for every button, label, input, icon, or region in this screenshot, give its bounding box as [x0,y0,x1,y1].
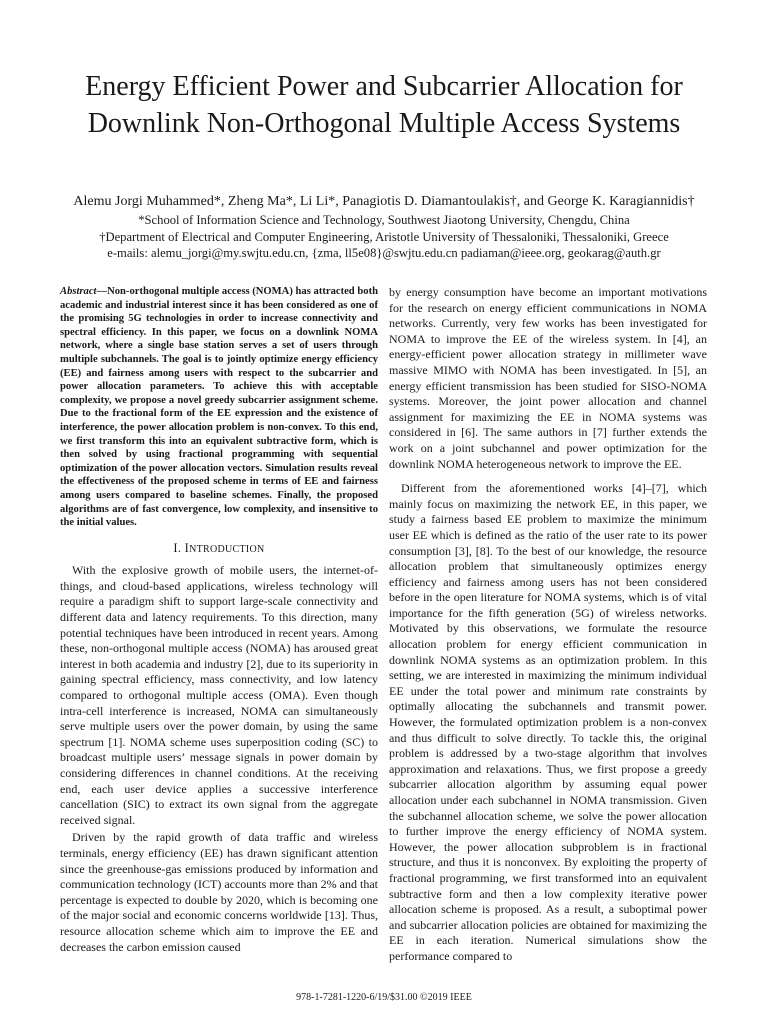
right-paragraph-1: by energy consumption have become an important motivations for the research on energy efficient communications in NOMA networks. Currently, very few works has been investigated for NOMA to improve the EE of the wireless system. In [4], an energy-efficient power allocation strategy in millimeter wave massive MIMO with NOMA has been investigated. In [5], an energy efficient transmission has been studied for SISO-NOMA systems. Moreover, the joint power allocation and channel assignment for maximizing the EE in NOMA systems was considered in [6]. The same authors in [7] further extends the work on a joint subchannel and power optimization for the downlink NOMA heterogeneous network to improve the EE. [389,285,707,471]
affiliation-1: *School of Information Science and Technology, Southwest Jiaotong University, Chengdu, China [138,213,630,227]
affiliation-2: †Department of Electrical and Computer Engineering, Aristotle University of Thessaloniki, Thessaloniki, Greece [99,230,669,244]
section-heading [60,541,378,558]
abstract-text: —Non-orthogonal multiple access (NOMA) has attracted both academic and industrial interest since it has been considered as one of the promising 5G technologies in order to increase connectivity and spectral efficiency. In this paper, we focus on a downlink NOMA network, where a single base station serves a set of users through multiple subchannels. The goal is to jointly optimize energy efficiency (EE) and fairness among users with respect to the subcarrier and power allocation parameters. To achieve this with acceptable complexity, we propose a novel greedy subcarrier assignment scheme. Due to the fractional form of the EE expression and the existence of interference, the power allocation problem is non-convex. To this end, we first transform this into an equivalent subtractive form, which is then solved by using fractional programming with sequential optimization of the power allocation vectors. Simulation results reveal the effectiveness of the proposed scheme in terms of EE and fairness among users compared to baseline schemes. Finally, the proposed algorithms are of fast convergence, low complexity, and insensitive to the initial values. [60,286,378,529]
copyright-footer: 978-1-7281-1220-6/19/$31.00 ©2019 IEEE [296,992,472,1003]
abstract-label: Abstract [60,286,97,297]
paper-title: Energy Efficient Power and Subcarrier Allocation for Downlink Non-Orthogonal Multiple Access Systems [85,71,683,139]
right-column [389,285,707,965]
intro-paragraph-1: With the explosive growth of mobile users, the internet-of-things, and cloud-based applications, wireless technology will require a paradigm shift to support large-scale connectivity and different data and latency requirements. To this direction, many potential techniques have been introduced in recent years. Among these, non-orthogonal multiple access (NOMA) has aroused great interest in both academia and industry [2], due to its superiority in gaining spectral efficiency, mass connectivity, and low latency compared to orthogonal multiple access (OMA). Even though intra-cell interference is increased, NOMA can simultaneously serve multiple users over the power domain, by using the same spectrum [1]. NOMA scheme uses superposition coding (SC) to broadcast multiple users’ message signals in power domain by considering differences in channel conditions. At the receiving end, each user device applies a successive interference cancellation (SIC) to extract its own signal from the aggregate received signal. [60,563,378,827]
author-emails: e-mails: alemu_jorgi@my.swjtu.edu.cn, {zma, ll5e08}@swjtu.edu.cn padiaman@ieee.org, geokarag@auth.gr [107,246,661,260]
author-list: Alemu Jorgi Muhammed*, Zheng Ma*, Li Li*, Panagiotis D. Diamantoulakis†, and George K. Karagiannidis† [73,194,695,209]
right-paragraph-2: Different from the aforementioned works [4]–[7], which mainly focus on maximizing the network EE, in this paper, we study a fairness based EE problem to maximize the minimum user EE which is defined as the ratio of the user rate to its power consumption [3], [8]. To the best of our knowledge, the resource allocation problem that simultaneously optimizes energy efficiency and fairness among users has not been considered before in the open literature for NOMA systems, which is of vital importance for the fifth generation (5G) of wireless networks. Motivated by this observations, we formulate the resource allocation problem for energy efficient communication in downlink NOMA systems as an optimization problem. In this setting, we are interested in maximizing the minimum individual EE under the total power and minimum rate constraints by optimally allocating the subchannels and transmit power. However, the formulated optimization problem is a non-convex and thus difficult to solve directly. To tackle this, the original problem is addressed by a two-stage algorithm that involves approximation and relaxations. Thus, we first propose a greedy subcarrier allocation algorithm by assuming equal power allocation under each subchannel in NOMA transmission. Given the subchannel allocation scheme, we solve the power allocation to further improve the energy efficiency of NOMA system. However, the power allocation subproblem is in fractional structure, and thus it is nonconvex. By exploiting the property of fractional programming, we first transformed into an equivalent subtractive form and then a low complexity iterative power allocation scheme is proposed. As a result, a suboptimal power and subcarrier allocation policies are obtained for maximizing the EE in each iteration. Numerical simulations show the performance compared to [389,481,707,963]
abstract [60,285,378,530]
section-number: I. [173,540,182,555]
section-title-rest: NTRODUCTION [189,543,265,555]
left-column [60,285,378,955]
intro-paragraph-2: Driven by the rapid growth of data traffic and wireless terminals, energy efficiency (EE) has drawn significant attention since the greenhouse-gas emissions produced by information and communication technology (ICT) accounts more than 2% and that percentage is expected to double by 2020, which is becoming one of the major social and economic concerns worldwide [13]. Thus, resource allocation scheme which aim to improve the EE and decreases the carbon emission caused [60,830,378,954]
section-title-first: I [184,540,190,555]
